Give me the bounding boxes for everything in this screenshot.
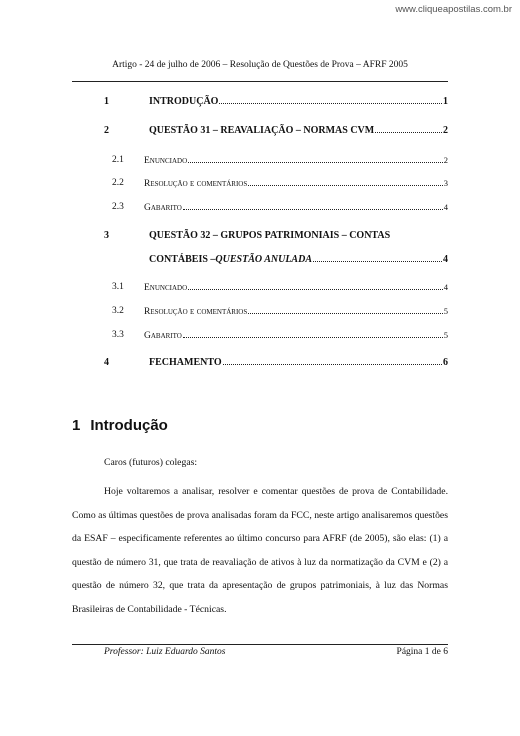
footer-author-name: Luiz Eduardo Santos (146, 647, 226, 657)
toc-title: Resolução e comentários (144, 307, 248, 317)
toc-page: 4 (443, 254, 448, 265)
toc-number: 2.2 (112, 178, 124, 188)
toc-title: Gabarito (144, 331, 182, 341)
toc-number: 3.3 (112, 330, 124, 340)
toc-entry[interactable] (104, 202, 448, 213)
footer-label: Professor: (104, 647, 147, 657)
toc-entry[interactable] (104, 155, 448, 166)
toc-entry[interactable] (104, 96, 448, 107)
site-url: www.cliqueapostilas.com.br (395, 4, 512, 15)
toc-entry[interactable] (104, 125, 448, 136)
toc-leader (183, 209, 443, 210)
toc-page: 5 (443, 330, 448, 340)
toc-entry[interactable] (104, 282, 448, 293)
toc-page: 4 (443, 202, 448, 212)
section-heading (72, 417, 168, 434)
toc-leader (223, 364, 442, 365)
toc-title: FECHAMENTO (149, 357, 222, 368)
paragraph-body: Hoje voltaremos a analisar, resolver e comentar questões de prova de Contabilidade. Como as últimas questões de prova analisadas foram da FCC, neste artigo analisaremos questões da ESAF – especificamente referentes ao último concurso para AFRF (de 2005), são elas: (1) a questão de número 31, que trata de reavaliação de ativos à luz da normatização da CVM e (2) a questão de número 32, que trata da apresentação de grupos patrimoniais, à luz das Normas Brasileiras de Contabilidade - Técnicas. (72, 486, 448, 615)
toc-title: QUESTÃO 31 – REAVALIAÇÃO – NORMAS CVM (149, 125, 375, 136)
toc-number: 2.3 (112, 202, 124, 212)
toc-page: 2 (443, 155, 448, 165)
toc-leader (183, 337, 443, 338)
toc-number: 4 (104, 357, 109, 368)
paragraph-greeting: Caros (futuros) colegas: (104, 457, 198, 468)
toc-title-anulada: QUESTÃO ANULADA (215, 254, 312, 265)
toc-leader (248, 185, 442, 186)
toc-title: Resolução e comentários (144, 179, 248, 189)
toc-page: 5 (443, 306, 448, 316)
toc-title: Gabarito (144, 203, 182, 213)
toc-page: 1 (443, 96, 448, 107)
toc-number: 2.1 (112, 155, 124, 165)
footer-divider (72, 644, 448, 645)
toc-leader (313, 261, 442, 262)
footer-page-number: Página 1 de 6 (396, 647, 448, 657)
toc-title: INTRODUÇÃO (149, 96, 219, 107)
toc-page: 3 (443, 178, 448, 188)
toc-number: 3.1 (112, 282, 124, 292)
toc-entry[interactable] (104, 230, 448, 241)
toc-number: 3.2 (112, 306, 124, 316)
section-number: 1 (72, 417, 81, 434)
toc-page: 2 (443, 125, 448, 136)
footer-author (104, 647, 226, 657)
toc-number: 3 (104, 230, 109, 241)
toc-entry-continuation[interactable] (149, 254, 448, 265)
toc-entry[interactable] (104, 330, 448, 341)
toc-title: Enunciado (144, 156, 188, 166)
toc-leader (219, 103, 442, 104)
toc-title-line1: QUESTÃO 32 – GRUPOS PATRIMONIAIS – CONTAS (149, 230, 391, 241)
header-divider (72, 81, 448, 82)
toc-title-line2: CONTÁBEIS – (149, 254, 216, 265)
toc-leader (248, 313, 442, 314)
toc-leader (375, 132, 442, 133)
toc-entry[interactable] (104, 306, 448, 317)
toc-leader (188, 162, 443, 163)
section-title: Introdução (90, 417, 168, 434)
toc-leader (188, 289, 443, 290)
toc-entry[interactable] (104, 357, 448, 368)
toc-page: 4 (443, 282, 448, 292)
toc-page: 6 (443, 357, 448, 368)
toc-entry[interactable] (104, 178, 448, 189)
toc-title: Enunciado (144, 283, 188, 293)
toc-number: 1 (104, 96, 109, 107)
toc-number: 2 (104, 125, 109, 136)
running-header: Artigo - 24 de julho de 2006 – Resolução de Questões de Prova – AFRF 2005 (112, 60, 408, 70)
